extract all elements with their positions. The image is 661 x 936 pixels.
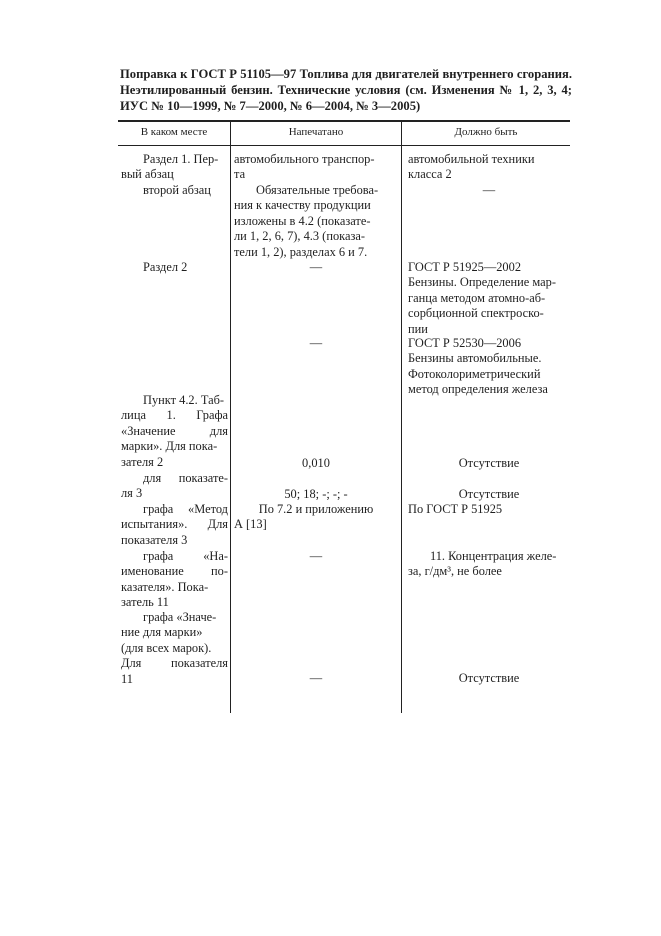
printed-dash-4: — bbox=[309, 671, 323, 685]
text-line: Бензины автомобильные. bbox=[408, 351, 542, 366]
text-line: ГОСТ Р 51925—2002 bbox=[408, 260, 522, 274]
text-line: зателя 2 bbox=[121, 454, 164, 469]
location-section1-par1 bbox=[121, 152, 228, 183]
text-line: По 7.2 и приложению bbox=[258, 502, 374, 516]
text-line: ганца методом атомно-аб- bbox=[408, 290, 546, 305]
printed-values-indicator-3: 50; 18; -; -; - bbox=[284, 487, 348, 501]
text-line: затель 11 bbox=[121, 595, 169, 610]
printed-dash-2: — bbox=[309, 336, 323, 350]
text-line: пии bbox=[408, 321, 428, 336]
text-line: казателя». Пока- bbox=[121, 579, 209, 594]
column-divider-1 bbox=[230, 121, 231, 713]
printed-auto-transport bbox=[234, 152, 398, 183]
text-line: тели 1, 2), разделах 6 и 7. bbox=[234, 244, 368, 259]
text-line: Бензины. Определение мар- bbox=[408, 275, 556, 290]
table-header-rule bbox=[118, 145, 570, 146]
text-line: графа «На- bbox=[143, 549, 228, 563]
text-line: марки». Для пока- bbox=[121, 439, 218, 454]
location-par2 bbox=[121, 183, 250, 198]
text-line: именование по- bbox=[121, 564, 228, 579]
text-line: ния к качеству продукции bbox=[234, 198, 371, 213]
text-line: автомобильного транспор- bbox=[234, 152, 375, 166]
text-line: 11. Концентрация желе- bbox=[430, 549, 557, 563]
should-be-dash: — bbox=[482, 183, 496, 197]
document-title: Поправка к ГОСТ Р 51105—97 Топлива для двигателей внутреннего сгорания. Неэтилированный бензин. Технические условия (см. Изменения № 1, 2, 3, 4; ИУС № 10—1999, № 7—2000, № 6—2004, № 3—2005) bbox=[120, 67, 572, 113]
text-line: испытания». Для bbox=[121, 517, 228, 532]
text-line: та bbox=[234, 167, 246, 182]
column-divider-2 bbox=[401, 121, 402, 713]
header-printed: Напечатано bbox=[288, 126, 344, 138]
location-indicator-name bbox=[121, 549, 228, 611]
should-be-auto-technology bbox=[408, 152, 570, 183]
text-line: вый абзац bbox=[121, 167, 174, 182]
text-line: ние для марки» bbox=[121, 625, 203, 640]
text-line: ля 3 bbox=[121, 486, 143, 501]
printed-requirements bbox=[234, 183, 398, 260]
text-line: сорбционной спектроско- bbox=[408, 306, 544, 321]
printed-dash-1: — bbox=[309, 260, 323, 274]
should-be-gost-method: По ГОСТ Р 51925 bbox=[408, 502, 503, 516]
text-line: Обязательные требова- bbox=[256, 183, 379, 197]
text-line: Для показателя bbox=[121, 656, 228, 671]
location-grade-value bbox=[121, 610, 228, 687]
header-location: В каком месте bbox=[140, 126, 208, 138]
text-line: Раздел 2 bbox=[143, 260, 188, 274]
should-be-gost-52530 bbox=[408, 336, 570, 398]
printed-dash-3: — bbox=[309, 549, 323, 563]
text-line: класса 2 bbox=[408, 167, 452, 182]
text-line: ли 1, 2, 6, 7), 4.3 (показа- bbox=[234, 229, 365, 244]
text-line: лица 1. Графа bbox=[121, 408, 228, 423]
text-line: метод определения железа bbox=[408, 382, 548, 397]
table-top-rule bbox=[118, 120, 570, 122]
text-line: ГОСТ Р 52530—2006 bbox=[408, 336, 522, 350]
printed-value-0010: 0,010 bbox=[302, 456, 330, 470]
should-be-absent-3: Отсутствие bbox=[458, 671, 520, 685]
text-line: Фотоколориметрический bbox=[408, 366, 541, 381]
text-line: показателя 3 bbox=[121, 532, 188, 547]
should-be-gost-51925 bbox=[408, 260, 570, 337]
location-indicator-3 bbox=[121, 471, 228, 502]
text-line: 11 bbox=[121, 671, 133, 686]
printed-method bbox=[234, 502, 398, 533]
should-be-absent-1: Отсутствие bbox=[458, 456, 520, 470]
text-line: графа «Значе- bbox=[143, 610, 217, 624]
location-test-method bbox=[121, 502, 228, 548]
text-line: автомобильной техники bbox=[408, 152, 535, 166]
text-line: «Значение для bbox=[121, 423, 228, 438]
should-be-iron-concentration bbox=[408, 549, 570, 580]
text-line: для показате- bbox=[143, 471, 228, 485]
should-be-absent-2: Отсутствие bbox=[458, 487, 520, 501]
text-line: графа «Метод bbox=[143, 502, 228, 516]
text-line: второй абзац bbox=[143, 183, 211, 197]
header-should-be: Должно быть bbox=[454, 126, 518, 138]
text-line: Раздел 1. Пер- bbox=[143, 152, 219, 166]
location-item-4-2 bbox=[121, 393, 228, 470]
location-section2 bbox=[121, 260, 250, 275]
text-line: А [13] bbox=[234, 517, 267, 532]
text-line: Пункт 4.2. Таб- bbox=[143, 393, 225, 407]
text-line: изложены в 4.2 (показате- bbox=[234, 213, 371, 228]
text-line: за, г/дм³, не более bbox=[408, 564, 502, 579]
text-line: (для всех марок). bbox=[121, 640, 212, 655]
